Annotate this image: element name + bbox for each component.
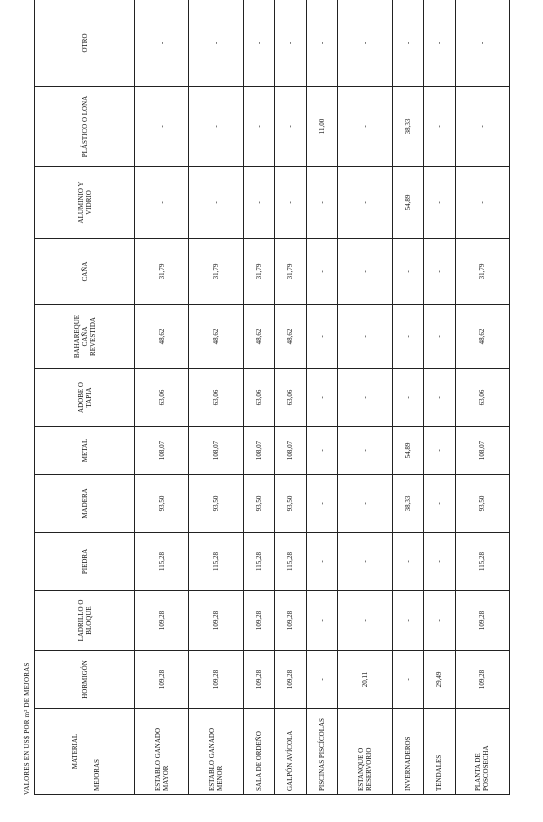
table-cell: 63,06 xyxy=(455,369,509,427)
table-cell: 108,07 xyxy=(243,427,274,475)
table-cell: - xyxy=(338,239,392,305)
table-cell: - xyxy=(275,87,306,167)
table-cell: - xyxy=(455,0,509,87)
table-cell: - xyxy=(424,427,455,475)
table-cell: - xyxy=(306,0,337,87)
table-cell: - xyxy=(392,651,423,709)
table-cell: 31,79 xyxy=(243,239,274,305)
column-header: ADOBE O TAPIA xyxy=(35,369,135,427)
table-cell: - xyxy=(306,305,337,369)
table-cell: 31,79 xyxy=(135,239,189,305)
table-cell: - xyxy=(392,369,423,427)
table-cell: - xyxy=(306,239,337,305)
table-row xyxy=(306,0,337,795)
row-label: TENDALES xyxy=(424,709,455,795)
column-header: OTRO xyxy=(35,0,135,87)
table-cell: 115,28 xyxy=(275,533,306,591)
table-cell: - xyxy=(392,0,423,87)
table-cell: 48,62 xyxy=(275,305,306,369)
table-cell: - xyxy=(424,475,455,533)
table-cell: - xyxy=(424,239,455,305)
table-cell: - xyxy=(135,87,189,167)
table-cell: 48,62 xyxy=(189,305,243,369)
table-cell: - xyxy=(306,533,337,591)
table-cell: 109,28 xyxy=(243,651,274,709)
table-cell: 63,06 xyxy=(189,369,243,427)
table-row xyxy=(424,0,455,795)
row-label: PISCINAS PISCÍCOLAS xyxy=(306,709,337,795)
column-header: LADRILLO O BLOQUE xyxy=(35,591,135,651)
row-label: ESTABLO GANADO MAYOR xyxy=(135,709,189,795)
table-cell: 108,07 xyxy=(275,427,306,475)
table-cell: - xyxy=(243,0,274,87)
table-row xyxy=(338,0,392,795)
table-cell: - xyxy=(424,533,455,591)
table-cell: 38,33 xyxy=(392,475,423,533)
corner-header xyxy=(35,709,135,795)
table-cell: 38,33 xyxy=(392,87,423,167)
table-cell: 54,89 xyxy=(392,427,423,475)
valuation-table xyxy=(34,0,510,795)
row-label: PLANTA DE POSCOSECHA xyxy=(455,709,509,795)
table-cell: - xyxy=(424,591,455,651)
table-cell: 63,06 xyxy=(243,369,274,427)
table-cell: 48,62 xyxy=(135,305,189,369)
table-cell: - xyxy=(135,0,189,87)
table-caption: VALORES EN US$ POR m² DE MEJORAS xyxy=(23,662,31,795)
row-label: GALPÓN AVÍCOLA xyxy=(275,709,306,795)
row-label: SALA DE ORDEÑO xyxy=(243,709,274,795)
header-mejoras: MEJORAS xyxy=(92,759,101,791)
table-cell: 109,28 xyxy=(135,651,189,709)
table-cell: - xyxy=(338,427,392,475)
table-cell: - xyxy=(424,305,455,369)
column-header: BAHAREQUE CAÑA REVESTIDA xyxy=(35,305,135,369)
table-cell: - xyxy=(338,87,392,167)
table-row xyxy=(455,0,509,795)
row-label: INVERNADEROS xyxy=(392,709,423,795)
table-cell: - xyxy=(392,591,423,651)
table-row xyxy=(275,0,306,795)
table-cell: - xyxy=(243,167,274,239)
table-cell: 115,28 xyxy=(189,533,243,591)
table-cell: 109,28 xyxy=(455,591,509,651)
table-row xyxy=(243,0,274,795)
table-cell: - xyxy=(189,0,243,87)
table-cell: - xyxy=(306,427,337,475)
table-cell: 109,28 xyxy=(135,591,189,651)
column-header: CAÑA xyxy=(35,239,135,305)
table-cell: - xyxy=(306,167,337,239)
table-cell: 31,79 xyxy=(275,239,306,305)
table-cell: - xyxy=(338,167,392,239)
table-cell: 115,28 xyxy=(455,533,509,591)
table-cell: 109,28 xyxy=(189,591,243,651)
table-cell: - xyxy=(306,475,337,533)
table-row xyxy=(135,0,189,795)
table-cell: 108,07 xyxy=(135,427,189,475)
row-label: ESTANQUE O RESERVORIO xyxy=(338,709,392,795)
table-cell: 93,50 xyxy=(455,475,509,533)
table-cell: - xyxy=(338,0,392,87)
table-cell: 31,79 xyxy=(189,239,243,305)
table-cell: 63,06 xyxy=(135,369,189,427)
table-cell: - xyxy=(424,0,455,87)
table-cell: - xyxy=(455,167,509,239)
table-cell: - xyxy=(424,167,455,239)
table-cell: - xyxy=(392,239,423,305)
table-cell: 93,50 xyxy=(135,475,189,533)
table-cell: - xyxy=(424,369,455,427)
column-header: PIEDRA xyxy=(35,533,135,591)
table-cell: - xyxy=(392,533,423,591)
table-cell: - xyxy=(392,305,423,369)
table-cell: 109,28 xyxy=(275,651,306,709)
table-cell: - xyxy=(243,87,274,167)
table-cell: - xyxy=(275,167,306,239)
table-row xyxy=(392,0,423,795)
table-cell: - xyxy=(275,0,306,87)
table-cell: 109,28 xyxy=(189,651,243,709)
table-cell: 109,28 xyxy=(455,651,509,709)
column-header: PLÁSTICO O LONA xyxy=(35,87,135,167)
table-cell: 29,49 xyxy=(424,651,455,709)
table-cell: - xyxy=(455,87,509,167)
table-cell: 93,50 xyxy=(189,475,243,533)
table-cell: - xyxy=(306,651,337,709)
table-cell: 109,28 xyxy=(243,591,274,651)
table-cell: 93,50 xyxy=(275,475,306,533)
table-cell: 48,62 xyxy=(455,305,509,369)
table-cell: 48,62 xyxy=(243,305,274,369)
table-cell: 31,79 xyxy=(455,239,509,305)
table-cell: 108,07 xyxy=(455,427,509,475)
table-cell: - xyxy=(135,167,189,239)
table-cell: - xyxy=(306,591,337,651)
table-cell: - xyxy=(338,475,392,533)
table-cell: - xyxy=(424,87,455,167)
table-cell: - xyxy=(189,87,243,167)
rotated-page xyxy=(20,0,512,795)
column-header: HORMIGÓN xyxy=(35,651,135,709)
table-row xyxy=(189,0,243,795)
column-header: MADERA xyxy=(35,475,135,533)
table-cell: - xyxy=(338,369,392,427)
column-header: ALUMINIO Y VIDRIO xyxy=(35,167,135,239)
table-cell: - xyxy=(338,533,392,591)
table-cell: 115,28 xyxy=(135,533,189,591)
table-cell: 54,89 xyxy=(392,167,423,239)
header-row xyxy=(35,0,135,795)
table-cell: 108,07 xyxy=(189,427,243,475)
table-cell: 63,06 xyxy=(275,369,306,427)
header-material: MATERIAL xyxy=(70,733,79,770)
table-cell: - xyxy=(306,369,337,427)
table-cell: - xyxy=(338,591,392,651)
table-cell: 93,50 xyxy=(243,475,274,533)
table-cell: 20,11 xyxy=(338,651,392,709)
table-cell: 115,28 xyxy=(243,533,274,591)
table-cell: - xyxy=(338,305,392,369)
column-header: METAL xyxy=(35,427,135,475)
table-cell: - xyxy=(189,167,243,239)
table-cell: 109,28 xyxy=(275,591,306,651)
row-label: ESTABLO GANADO MENOR xyxy=(189,709,243,795)
table-cell: 11,00 xyxy=(306,87,337,167)
